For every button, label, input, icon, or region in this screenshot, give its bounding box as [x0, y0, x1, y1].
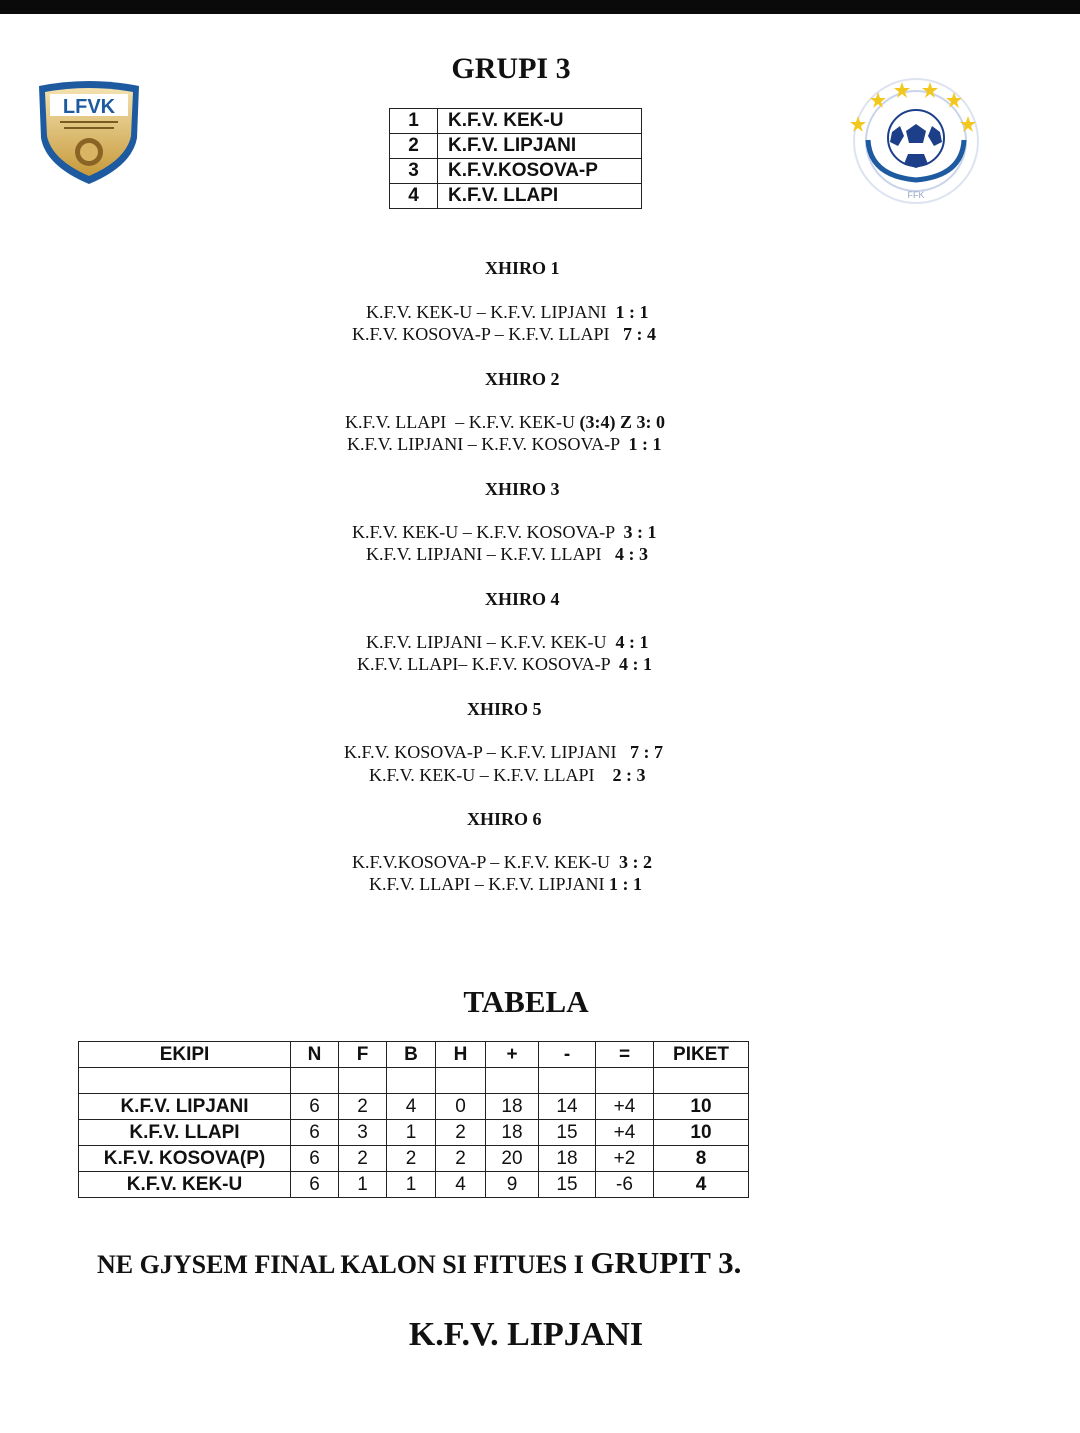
standings-title: TABELA	[463, 984, 589, 1019]
team-number: 4	[390, 184, 438, 209]
header-goal-diff: =	[596, 1042, 654, 1068]
team-name: K.F.V. LIPJANI	[438, 134, 642, 159]
team-name: K.F.V.KOSOVA-P	[438, 159, 642, 184]
row-goals-for: 9	[486, 1172, 539, 1198]
match-line	[366, 632, 648, 653]
match-teams: K.F.V. LIPJANI – K.F.V. LLAPI	[366, 544, 602, 564]
match-line	[345, 412, 665, 433]
row-draws: 2	[387, 1146, 436, 1172]
team-number: 1	[390, 109, 438, 134]
standings-empty-row	[79, 1068, 749, 1094]
team-name: K.F.V. LLAPI	[438, 184, 642, 209]
row-played: 6	[291, 1172, 339, 1198]
header-losses: H	[436, 1042, 486, 1068]
match-score: 2 : 3	[612, 765, 646, 785]
row-team: K.F.V. LIPJANI	[79, 1094, 291, 1120]
team-number: 3	[390, 159, 438, 184]
match-teams: K.F.V. LIPJANI – K.F.V. KEK-U	[366, 632, 607, 652]
match-teams: K.F.V.KOSOVA-P – K.F.V. KEK-U	[352, 852, 611, 872]
match-score: 7 : 4	[623, 324, 657, 344]
match-score: 3 : 1	[623, 522, 657, 542]
row-draws: 4	[387, 1094, 436, 1120]
header-played: N	[291, 1042, 339, 1068]
row-played: 6	[291, 1120, 339, 1146]
group-winner: K.F.V. LIPJANI	[408, 1316, 644, 1353]
row-goals-for: 20	[486, 1146, 539, 1172]
round-title: XHIRO 2	[485, 369, 560, 389]
standings-row	[79, 1172, 749, 1198]
header-wins: F	[339, 1042, 387, 1068]
team-number: 2	[390, 134, 438, 159]
row-goals-against: 15	[539, 1120, 596, 1146]
federation-logo-text: FFK	[907, 190, 925, 200]
row-goals-for: 18	[486, 1094, 539, 1120]
row-losses: 2	[436, 1120, 486, 1146]
header-team: EKIPI	[79, 1042, 291, 1068]
team-row	[390, 159, 642, 184]
row-points: 8	[654, 1146, 749, 1172]
final-group-text: GRUPIT 3.	[590, 1245, 742, 1280]
standings-row	[79, 1146, 749, 1172]
team-row	[390, 134, 642, 159]
federation-logo-icon	[846, 76, 986, 206]
row-goals-against: 18	[539, 1146, 596, 1172]
match-score: 1 : 1	[615, 302, 649, 322]
standings-row	[79, 1120, 749, 1146]
match-score: 4 : 1	[615, 632, 649, 652]
row-team: K.F.V. LLAPI	[79, 1120, 291, 1146]
match-score: 4 : 3	[615, 544, 648, 564]
match-line	[369, 874, 642, 895]
row-goal-diff: +4	[596, 1094, 654, 1120]
match-score: 7 : 7	[630, 742, 664, 762]
standings-table	[78, 1041, 749, 1198]
match-line	[344, 742, 663, 763]
row-goal-diff: -6	[596, 1172, 654, 1198]
lfvk-logo-icon	[36, 78, 142, 186]
row-played: 6	[291, 1146, 339, 1172]
row-team: K.F.V. KEK-U	[79, 1172, 291, 1198]
row-draws: 1	[387, 1120, 436, 1146]
match-teams: K.F.V. KEK-U – K.F.V. LLAPI	[369, 765, 595, 785]
match-score: (3:4) Z 3: 0	[579, 412, 665, 432]
match-teams: K.F.V. KEK-U – K.F.V. KOSOVA-P	[352, 522, 615, 542]
row-wins: 2	[339, 1146, 387, 1172]
row-wins: 3	[339, 1120, 387, 1146]
round-title: XHIRO 4	[485, 589, 560, 609]
round-title: XHIRO 1	[485, 258, 560, 278]
match-line	[357, 654, 652, 675]
team-name: K.F.V. KEK-U	[438, 109, 642, 134]
final-announcement	[97, 1245, 741, 1281]
row-points: 10	[654, 1120, 749, 1146]
match-line	[366, 302, 648, 323]
match-line	[347, 434, 662, 455]
standings-row	[79, 1094, 749, 1120]
match-teams: K.F.V. LIPJANI – K.F.V. KOSOVA-P	[347, 434, 620, 454]
round-title: XHIRO 6	[467, 809, 542, 829]
row-goals-against: 15	[539, 1172, 596, 1198]
lfvk-logo-text: LFVK	[62, 96, 116, 118]
header-points: PIKET	[654, 1042, 749, 1068]
match-line	[352, 324, 656, 345]
top-bar	[0, 0, 1080, 14]
row-goals-for: 18	[486, 1120, 539, 1146]
match-score: 4 : 1	[619, 654, 653, 674]
row-points: 10	[654, 1094, 749, 1120]
row-goals-against: 14	[539, 1094, 596, 1120]
row-losses: 0	[436, 1094, 486, 1120]
match-teams: K.F.V. LLAPI – K.F.V. KEK-U	[345, 412, 575, 432]
header-goals-for: +	[486, 1042, 539, 1068]
standings-header-row	[79, 1042, 749, 1068]
row-draws: 1	[387, 1172, 436, 1198]
match-teams: K.F.V. LLAPI– K.F.V. KOSOVA-P	[357, 654, 611, 674]
match-line	[366, 544, 648, 565]
round-title: XHIRO 3	[485, 479, 560, 499]
row-played: 6	[291, 1094, 339, 1120]
page-title: GRUPI 3	[451, 52, 571, 85]
row-losses: 2	[436, 1146, 486, 1172]
match-line	[352, 852, 652, 873]
match-teams: K.F.V. KOSOVA-P – K.F.V. LIPJANI	[344, 742, 617, 762]
row-losses: 4	[436, 1172, 486, 1198]
row-team: K.F.V. KOSOVA(P)	[79, 1146, 291, 1172]
row-points: 4	[654, 1172, 749, 1198]
row-goal-diff: +4	[596, 1120, 654, 1146]
row-wins: 1	[339, 1172, 387, 1198]
row-wins: 2	[339, 1094, 387, 1120]
header-draws: B	[387, 1042, 436, 1068]
header-goals-against: -	[539, 1042, 596, 1068]
group-teams-table	[389, 108, 642, 209]
match-score: 3 : 2	[619, 852, 653, 872]
final-text: NE GJYSEM FINAL KALON SI FITUES I	[97, 1250, 591, 1279]
match-score: 1 : 1	[628, 434, 662, 454]
match-line	[369, 765, 645, 786]
match-teams: K.F.V. KEK-U – K.F.V. LIPJANI	[366, 302, 607, 322]
team-row	[390, 184, 642, 209]
round-title: XHIRO 5	[467, 699, 542, 719]
match-teams: K.F.V. LLAPI – K.F.V. LIPJANI	[369, 874, 605, 894]
match-score: 1 : 1	[609, 874, 642, 894]
team-row	[390, 109, 642, 134]
match-teams: K.F.V. KOSOVA-P – K.F.V. LLAPI	[352, 324, 610, 344]
row-goal-diff: +2	[596, 1146, 654, 1172]
match-line	[352, 522, 657, 543]
